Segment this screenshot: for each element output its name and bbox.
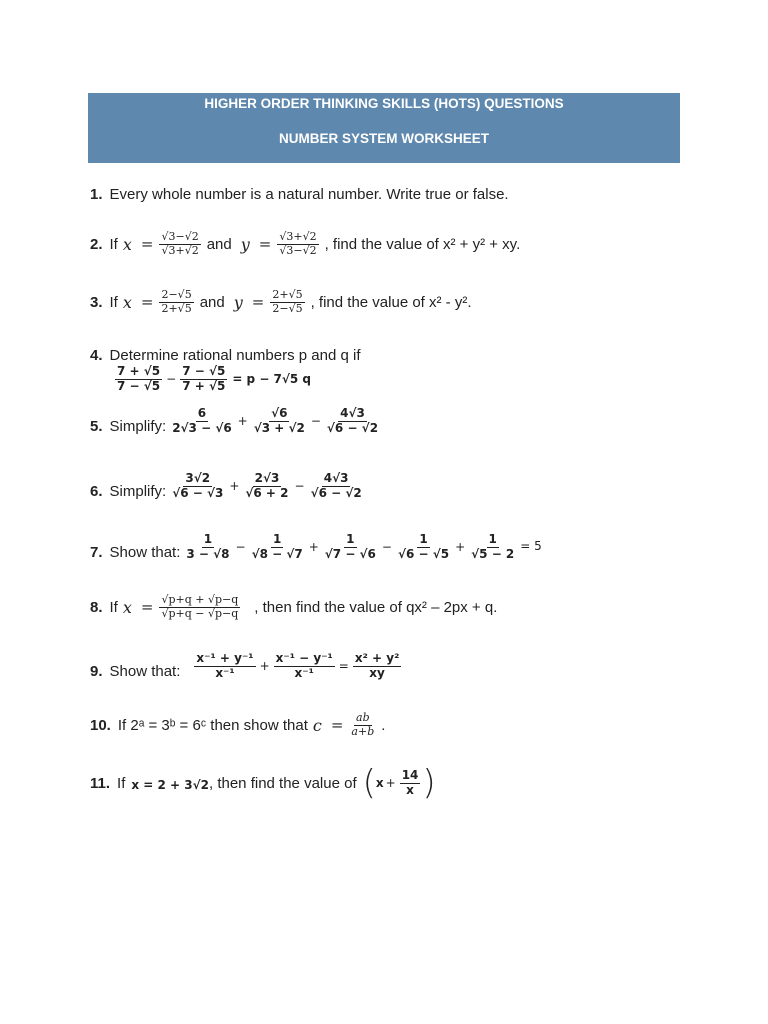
fraction-2 bbox=[252, 407, 307, 436]
and-word: and bbox=[206, 235, 232, 253]
fraction-y bbox=[270, 289, 304, 315]
denominator: 7 + √5 bbox=[182, 378, 226, 393]
denominator: √5 − 2 bbox=[471, 546, 515, 561]
question-label: Show that: bbox=[109, 662, 181, 680]
equation-rhs: = p − 7√5 q bbox=[232, 372, 312, 387]
denominator: √6 − √3 bbox=[172, 485, 224, 500]
numerator: √p+q + √p−q bbox=[161, 593, 239, 606]
var-x: x bbox=[375, 776, 384, 790]
question-number: 8. bbox=[90, 598, 103, 616]
question-2 bbox=[90, 231, 520, 257]
fraction-x bbox=[159, 231, 200, 257]
numerator: √3+√2 bbox=[279, 230, 317, 243]
question-number: 2. bbox=[90, 235, 103, 253]
equals-sign: = bbox=[251, 293, 265, 312]
numerator: 4√3 bbox=[323, 471, 349, 485]
question-label: Simplify: bbox=[109, 417, 167, 435]
fraction-1 bbox=[184, 533, 231, 562]
denominator: √6 + 2 bbox=[245, 485, 289, 500]
denominator: x⁻¹ bbox=[294, 665, 314, 680]
question-number: 5. bbox=[90, 417, 103, 435]
numerator: ab bbox=[356, 711, 370, 724]
denominator: x bbox=[406, 782, 414, 797]
question-text: Determine rational numbers p and q if bbox=[109, 347, 361, 364]
numerator: √6 bbox=[271, 406, 288, 420]
minus-sign: − bbox=[381, 540, 392, 555]
fraction-3 bbox=[309, 472, 364, 501]
minus-sign: − bbox=[310, 414, 321, 429]
denominator: xy bbox=[369, 665, 385, 680]
fraction-ab bbox=[349, 712, 376, 738]
denominator: a+b bbox=[351, 724, 375, 738]
numerator: 1 bbox=[203, 532, 213, 546]
numerator: 3√2 bbox=[185, 471, 211, 485]
question-number: 3. bbox=[90, 293, 103, 311]
numerator: 1 bbox=[346, 532, 355, 546]
right-paren-icon: ) bbox=[422, 763, 436, 803]
denominator: x⁻¹ bbox=[215, 665, 235, 680]
question-3 bbox=[90, 289, 472, 315]
plus-sign: + bbox=[385, 776, 396, 790]
question-if: If bbox=[117, 775, 126, 792]
plus-sign: + bbox=[237, 414, 248, 429]
numerator: 2√3 bbox=[254, 471, 280, 485]
denominator: 7 − √5 bbox=[117, 378, 161, 393]
fraction-1 bbox=[170, 407, 233, 436]
fraction-1 bbox=[170, 472, 225, 501]
question-tail: , then find the value of bbox=[209, 775, 357, 792]
numerator: 4√3 bbox=[340, 406, 365, 420]
fraction-4 bbox=[396, 533, 451, 562]
minus-sign: − bbox=[166, 372, 177, 387]
header-title: HIGHER ORDER THINKING SKILLS (HOTS) QUESTIONS bbox=[204, 96, 564, 111]
var-x: x bbox=[122, 234, 132, 254]
fraction-3 bbox=[323, 533, 378, 562]
fraction-2 bbox=[243, 472, 290, 501]
question-tail: . bbox=[381, 716, 386, 734]
question-tail: , then find the value of qx² – 2px + q. bbox=[254, 598, 498, 616]
fraction-2 bbox=[250, 533, 305, 562]
fraction-1 bbox=[115, 365, 162, 394]
denominator: √8 − √7 bbox=[251, 546, 303, 561]
fraction-2 bbox=[274, 652, 335, 681]
numerator: x² + y² bbox=[354, 651, 400, 665]
question-10 bbox=[90, 712, 385, 738]
fraction-3 bbox=[325, 407, 380, 436]
denominator: √p+q − √p−q bbox=[161, 606, 239, 620]
question-label: Show that: bbox=[109, 543, 181, 561]
question-label: Simplify: bbox=[109, 482, 167, 500]
denominator: √6 − √2 bbox=[326, 420, 379, 435]
denominator: √6 − √5 bbox=[397, 546, 450, 561]
question-4-equation bbox=[113, 365, 311, 394]
plus-sign: + bbox=[455, 540, 466, 555]
numerator: 6 bbox=[197, 406, 207, 420]
denominator: 2−√5 bbox=[272, 301, 303, 315]
fraction-2 bbox=[180, 365, 227, 394]
fraction-14-over-x bbox=[400, 769, 421, 798]
fraction-x bbox=[159, 594, 240, 620]
question-1 bbox=[90, 186, 509, 203]
denominator: √3 + √2 bbox=[253, 420, 305, 435]
equals-sign: = bbox=[330, 716, 344, 735]
question-9 bbox=[90, 652, 403, 681]
question-11 bbox=[90, 763, 436, 803]
equals-sign: = bbox=[258, 235, 272, 254]
equals-sign: = bbox=[140, 235, 154, 254]
question-number: 1. bbox=[90, 186, 103, 203]
question-number: 7. bbox=[90, 543, 103, 561]
plus-sign: + bbox=[308, 540, 319, 555]
denominator: 2√3 − √6 bbox=[172, 420, 232, 435]
question-text: If 2ᵃ = 3ᵇ = 6ᶜ then show that bbox=[117, 716, 308, 734]
equals-sign: = bbox=[338, 659, 349, 674]
question-tail: , find the value of x² - y². bbox=[310, 293, 472, 311]
var-x: x bbox=[122, 597, 132, 617]
equation-result: = 5 bbox=[520, 539, 542, 553]
question-text: Every whole number is a natural number. Write true or false. bbox=[109, 186, 509, 203]
minus-sign: − bbox=[294, 479, 305, 494]
denominator: 3 − √8 bbox=[186, 546, 230, 561]
fraction-3 bbox=[353, 652, 401, 681]
denominator: √6 − √2 bbox=[310, 485, 362, 500]
denominator: √3+√2 bbox=[161, 243, 199, 257]
numerator: 2−√5 bbox=[161, 288, 192, 301]
fraction-1 bbox=[194, 652, 255, 681]
left-paren-icon: ( bbox=[362, 763, 376, 803]
numerator: √3−√2 bbox=[161, 230, 199, 243]
numerator: 1 bbox=[272, 532, 282, 546]
denominator: √3−√2 bbox=[279, 243, 317, 257]
numerator: 2+√5 bbox=[272, 288, 303, 301]
question-7 bbox=[90, 533, 544, 562]
equals-sign: = bbox=[140, 598, 154, 617]
question-8 bbox=[90, 594, 497, 620]
question-4 bbox=[90, 347, 360, 364]
plus-sign: + bbox=[229, 479, 240, 494]
var-y: y bbox=[233, 292, 243, 312]
and-word: and bbox=[199, 293, 225, 311]
numerator: 1 bbox=[419, 532, 428, 546]
plus-sign: + bbox=[259, 659, 270, 674]
numerator: 1 bbox=[488, 532, 497, 546]
denominator: √7 − √6 bbox=[324, 546, 376, 561]
question-tail: , find the value of x² + y² + xy. bbox=[324, 235, 521, 253]
var-y: y bbox=[240, 234, 250, 254]
worksheet-header bbox=[88, 93, 680, 163]
given-expression: x = 2 + 3√2 bbox=[131, 778, 209, 792]
question-if: If bbox=[109, 235, 118, 253]
numerator: 7 − √5 bbox=[182, 364, 226, 378]
question-if: If bbox=[109, 293, 118, 311]
numerator: x⁻¹ − y⁻¹ bbox=[275, 651, 333, 665]
question-number: 9. bbox=[90, 662, 103, 680]
fraction-x bbox=[159, 289, 193, 315]
header-subtitle: NUMBER SYSTEM WORKSHEET bbox=[278, 131, 489, 146]
question-number: 4. bbox=[90, 347, 103, 364]
question-5 bbox=[90, 407, 382, 436]
denominator: 2+√5 bbox=[161, 301, 192, 315]
question-number: 6. bbox=[90, 482, 103, 500]
question-if: If bbox=[109, 598, 118, 616]
numerator: x⁻¹ + y⁻¹ bbox=[196, 651, 254, 665]
numerator: 7 + √5 bbox=[117, 364, 161, 378]
fraction-5 bbox=[469, 533, 516, 562]
fraction-y bbox=[277, 231, 318, 257]
var-x: x bbox=[122, 292, 132, 312]
minus-sign: − bbox=[235, 540, 246, 555]
question-number: 10. bbox=[90, 716, 111, 734]
question-6 bbox=[90, 472, 366, 501]
numerator: 14 bbox=[401, 767, 419, 782]
question-number: 11. bbox=[90, 775, 111, 792]
equals-sign: = bbox=[140, 293, 154, 312]
var-c: c bbox=[312, 715, 322, 735]
